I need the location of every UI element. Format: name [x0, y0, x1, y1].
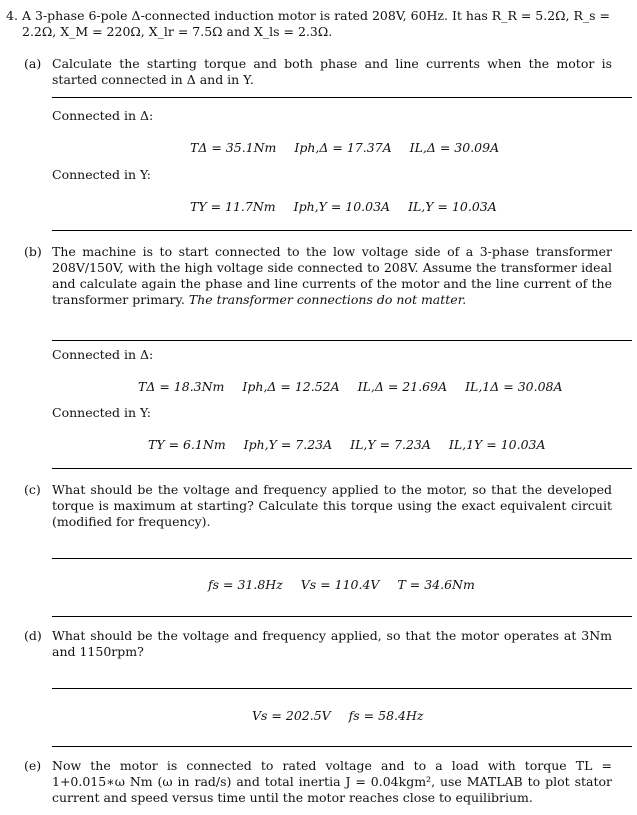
- part-a-label: (a): [24, 56, 42, 71]
- part-e-label: (e): [24, 758, 42, 773]
- torque-y: TY = 6.1Nm: [148, 437, 226, 452]
- problem-number: 4.: [6, 8, 18, 23]
- part-a-text: Calculate the starting torque and both phase and line currents when the motor is started connected in Δ and in Y.: [52, 56, 612, 87]
- part-b-text-main: The machine is to start connected to the low voltage side of a 3-phase transformer 208V/150V, with the high voltage side connected to 208V. Assume the transformer ideal and calculate again the phase and line currents of the motor and the line current of the transformer primary.: [52, 244, 612, 307]
- part-b-label: (b): [24, 244, 42, 259]
- divider: [52, 468, 632, 469]
- line-current-delta: IL,Δ = 21.69A: [357, 379, 448, 394]
- part-c-equation: [208, 577, 489, 593]
- frequency: fs = 31.8Hz: [208, 577, 283, 592]
- voltage: Vs = 202.5V: [252, 708, 331, 723]
- part-e-text: Now the motor is connected to rated voltage and to a load with torque TL = 1+0.015∗ω Nm (ω in rad/s) and total inertia J = 0.04kgm², use MATLAB to plot stator current and speed versus time until the motor reaches close to equilibrium.: [52, 758, 612, 805]
- part-d-text: What should be the voltage and frequency applied, so that the motor operates at 3Nm and 1150rpm?: [52, 628, 612, 659]
- part-b-y-equation: [148, 437, 560, 453]
- part-a-y-label: Connected in Y:: [52, 167, 151, 182]
- frequency: fs = 58.4Hz: [348, 708, 424, 723]
- divider: [52, 688, 632, 689]
- primary-line-current-y: IL,1Y = 10.03A: [448, 437, 546, 452]
- torque-delta: TΔ = 18.3Nm: [138, 379, 225, 394]
- divider: [52, 558, 632, 559]
- part-b-text-italic: The transformer connections do not matter.: [188, 292, 467, 307]
- part-d-label: (d): [24, 628, 42, 643]
- phase-current-delta: Iph,Δ = 17.37A: [294, 140, 392, 155]
- part-a-delta-label: Connected in Δ:: [52, 108, 154, 123]
- problem-intro-line1: A 3-phase 6-pole Δ-connected induction motor is rated 208V, 60Hz. It has R_R = 5.2Ω, R_s =: [22, 8, 610, 23]
- divider: [52, 746, 632, 747]
- torque-delta: TΔ = 35.1Nm: [190, 140, 277, 155]
- divider: [52, 340, 632, 341]
- phase-current-y: Iph,Y = 10.03A: [293, 199, 391, 214]
- line-current-y: IL,Y = 7.23A: [350, 437, 431, 452]
- phase-current-y: Iph,Y = 7.23A: [243, 437, 333, 452]
- divider: [52, 616, 632, 617]
- part-c-label: (c): [24, 482, 41, 497]
- torque: T = 34.6Nm: [397, 577, 475, 592]
- primary-line-current-delta: IL,1Δ = 30.08A: [465, 379, 563, 394]
- line-current-delta: IL,Δ = 30.09A: [409, 140, 500, 155]
- part-b-y-label: Connected in Y:: [52, 405, 151, 420]
- part-a-y-equation: [190, 199, 511, 215]
- part-a-delta-equation: [190, 140, 513, 156]
- phase-current-delta: Iph,Δ = 12.52A: [242, 379, 340, 394]
- torque-y: TY = 11.7Nm: [190, 199, 276, 214]
- problem-intro-line2: 2.2Ω, X_M = 220Ω, X_lr = 7.5Ω and X_ls = 2.3Ω.: [22, 24, 333, 39]
- line-current-y: IL,Y = 10.03A: [408, 199, 497, 214]
- part-c-text: What should be the voltage and frequency applied to the motor, so that the developed torque is maximum at starting? Calculate this torque using the exact equivalent circuit (modified for frequency).: [52, 482, 612, 529]
- part-b-delta-label: Connected in Δ:: [52, 347, 154, 362]
- divider: [52, 230, 632, 231]
- voltage: Vs = 110.4V: [300, 577, 380, 592]
- part-b-text: [52, 244, 612, 308]
- part-b-delta-equation: [138, 379, 577, 395]
- part-d-equation: [252, 708, 437, 724]
- divider: [52, 97, 632, 98]
